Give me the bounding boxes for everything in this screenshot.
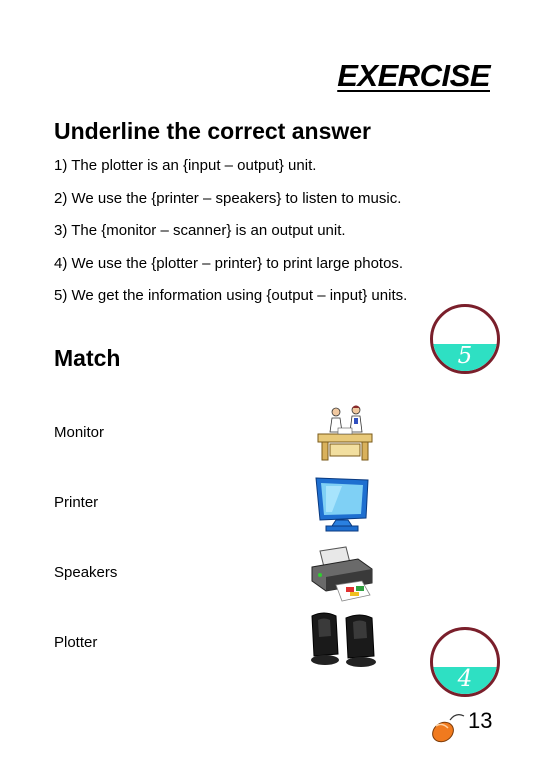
match-item-speakers: Speakers [54, 564, 118, 581]
score-badge-number: 5 [457, 343, 473, 369]
section-heading-match: Match [54, 345, 121, 371]
question-1: 1) The plotter is an {input – output} unit. [54, 157, 317, 174]
score-badge-section2 [430, 627, 500, 697]
score-badge-section1 [430, 304, 500, 374]
page-title: EXERCISE [337, 58, 490, 93]
question-3: 3) The {monitor – scanner} is an output unit. [54, 222, 346, 239]
printer-icon [306, 545, 378, 603]
monitor-icon [312, 474, 374, 534]
question-5: 5) We get the information using {output – input} units. [54, 287, 408, 304]
question-2: 2) We use the {printer – speakers} to listen to music. [54, 190, 402, 207]
section-heading-underline: Underline the correct answer [54, 118, 371, 144]
match-item-monitor: Monitor [54, 424, 105, 441]
question-4: 4) We use the {plotter – printer} to print large photos. [54, 255, 404, 272]
score-badge-number: 4 [457, 666, 473, 692]
match-item-printer: Printer [54, 494, 99, 511]
people-at-desk-icon [312, 404, 378, 464]
page-number: 13 [468, 708, 493, 733]
computer-mouse-icon [430, 712, 470, 748]
match-item-plotter: Plotter [54, 634, 98, 651]
speakers-icon [308, 610, 382, 668]
